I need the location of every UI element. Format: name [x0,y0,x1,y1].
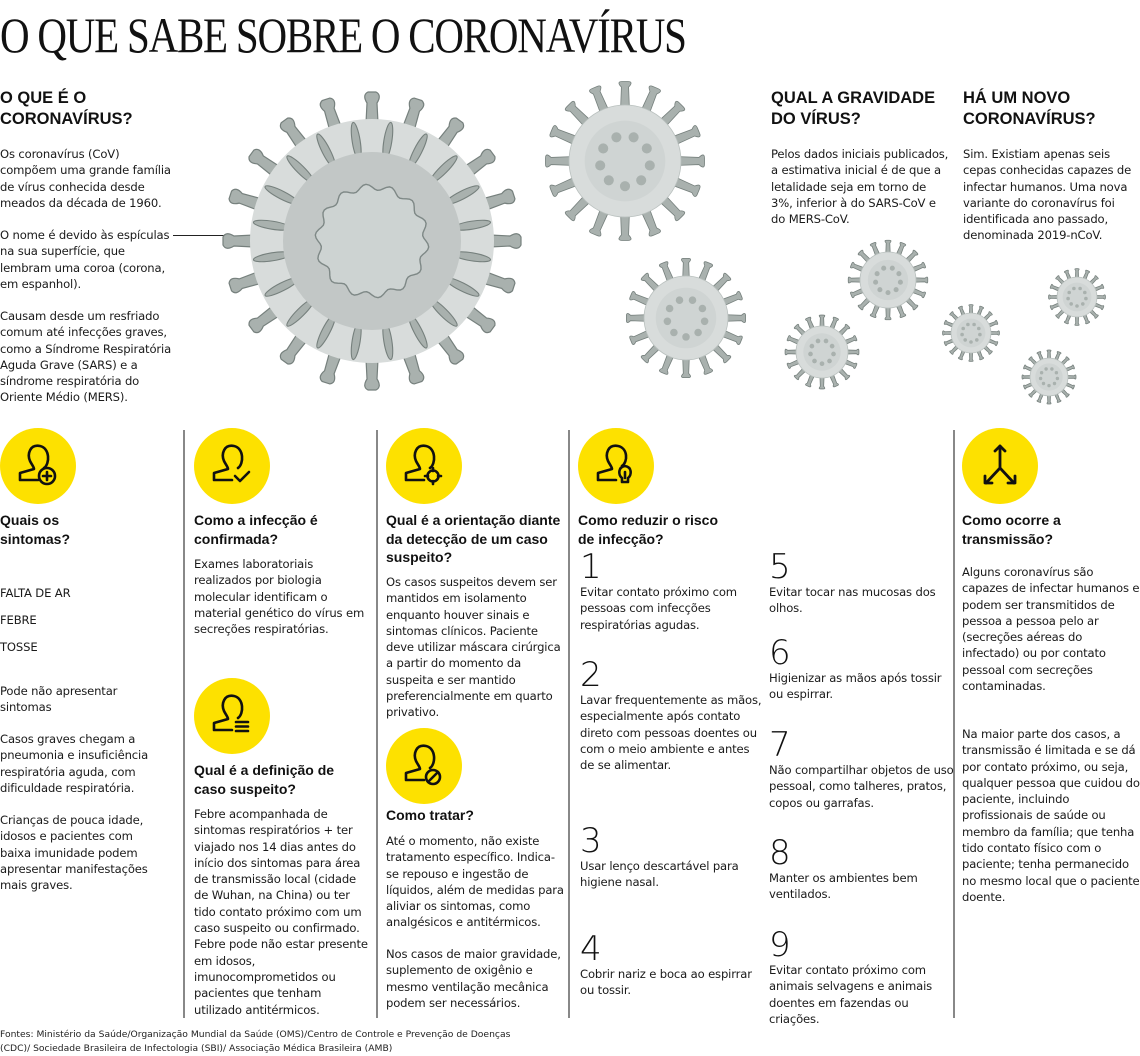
sources-footnote: Fontes: Ministério da Saúde/Organização Mundial da Saúde (OMS)/Centro de Controle e Prevenção de Doenças (CDC)/ Sociedade Brasileira de Infectologia (SBI)/ Associação Médica Brasileira (AMB) [0,1029,511,1054]
symptom-item: FALTA DE AR [0,586,71,600]
intro-heading-line: O QUE É O [0,89,87,107]
symptom-item: TOSSE [0,640,38,654]
gravity-text: Pelos dados iniciais publicados, a estimativa inicial é de que a letalidade seja em torno de 3%, inferior à do SARS-CoV e do MERS-CoV. [771,147,949,227]
person-plus-icon [0,428,76,504]
virus-dot [975,338,979,342]
virus-dot [676,296,684,304]
pointer-line [173,235,229,236]
virus-dot [1066,297,1070,301]
virus-dot [977,327,981,331]
tip-number: 8 [769,833,791,873]
tip-number: 2 [580,655,602,695]
tip-item [580,929,765,999]
virus-dot [636,175,646,185]
tip-number: 6 [769,633,791,673]
confirmed-text: Exames laboratoriais realizados por biologia molecular identificam o material genético do vírus em secreções respiratórias. [194,557,365,637]
virus-dot [875,271,880,276]
symptoms-paragraph: Pode não apresentar sintomas [0,684,118,715]
tip-text: Cobrir nariz e boca ao espirrar ou tossir. [580,967,752,998]
virus-dot [812,359,817,364]
virus-dot [642,143,652,153]
confirmed-heading: Como a infecção é confirmada? [194,512,318,547]
treatment-heading: Como tratar? [386,807,474,823]
person-list-icon [194,678,270,754]
virus-dot [1040,371,1043,374]
virus-dot [978,333,982,337]
symptom-item: FEBRE [0,613,37,627]
virus-dot [694,329,702,337]
tip-number: 1 [580,547,602,587]
virus-dot [1039,377,1042,380]
transmission-paragraph: Alguns coronavírus são capazes de infectar humanos e podem ser transmitidos de pessoa a pessoa pelo ar (secreções aéreas do infectado) ou por contato pessoal com secreções contaminadas. [962,565,1140,694]
gravity-heading-line: DO VÍRUS? [771,110,861,128]
gravity-heading [771,88,961,130]
virus-dot [1081,302,1085,306]
new-virus-heading-line: HÁ UM NOVO [963,89,1071,107]
column-divider [183,430,185,1018]
virus-dot [1083,291,1087,295]
tip-number: 4 [580,929,602,969]
intro-paragraph: O nome é devido às espículas na sua superfície, que lembram uma coroa (corona, em espanhol). [0,228,170,291]
person-target-icon [386,428,462,504]
virus-illustration-small [1020,348,1078,406]
reduce-risk-heading: Como reduzir o risco de infecção? [578,512,719,547]
gravity-heading-line: QUAL A GRAVIDADE [771,89,936,107]
virus-dot [1055,371,1058,374]
orientation-heading: Qual é a orientação diante da detecção de um caso suspeito? [386,512,561,565]
person-forbidden-icon [386,728,462,804]
virus-dot [629,132,639,142]
virus-dot [966,323,970,327]
virus-dot [969,340,973,344]
virus-dot [810,344,815,349]
orientation-text: Os casos suspeitos devem ser mantidos em isolamento enquanto houver sinais e sintomas clínicos. Paciente deve utilizar máscara cirúrgica a partir do momento da suspeita e ser mantido preferencialmente em quarto privativo. [386,575,561,720]
new-virus-heading-line: CORONAVÍRUS? [963,110,1096,128]
spike [365,92,380,123]
virus-dot [963,338,967,342]
column-divider [376,430,378,1018]
virus-dot [824,339,829,344]
virus-dot [1067,291,1071,295]
tip-item [580,655,765,773]
symptoms-paragraph: Casos graves chegam a pneumonia e insuficiência respiratória aguda, com dificuldade respiratória. [0,732,149,795]
spike [223,234,254,249]
tip-item [580,821,765,891]
tip-item [769,725,954,811]
tip-item [769,633,954,703]
virus-dot [1042,382,1045,385]
tip-text: Manter os ambientes bem ventilados. [769,871,918,902]
virus-dot [890,266,895,271]
virus-dot [960,333,964,337]
virus-illustration-small [540,76,710,246]
virus-dot [896,271,901,276]
intro-paragraph: Os coronavírus (CoV) compõem uma grande família de vírus conhecida desde meados da década de 1960. [0,147,171,210]
virus-dot [808,352,813,357]
virus-dot [1047,384,1050,387]
new-virus-heading [963,88,1138,130]
person-check-icon [194,428,270,504]
virus-dot [894,287,899,292]
virus-illustration-small [846,238,930,322]
branching-arrows-icon [962,428,1038,504]
tip-text: Higienizar as mãos após tossir ou espirrar. [769,671,942,702]
column-divider [568,430,570,1018]
virus-dot [1069,302,1073,306]
spike [365,359,380,390]
virus-dot [816,339,821,344]
virus-dot [877,287,882,292]
virus-dot [1078,287,1082,291]
tip-item [580,547,765,633]
virus-dot [1053,382,1056,385]
virus-illustration-small [940,302,1002,364]
virus-dot [885,290,890,295]
virus-dot [664,318,672,326]
virus-dot [873,280,878,285]
virus-illustration-small [1046,266,1108,328]
virus-dot [961,327,965,331]
tip-text: Evitar contato próximo com pessoas com infecções respiratórias agudas. [580,585,737,632]
virus-dot [620,181,630,191]
virus-dot [645,160,655,170]
intro-paragraph: Causam desde um resfriado comum até infecções graves, como a Síndrome Respiratória Aguda Grave (SARS) e a síndrome respiratória do Oriente Médio (MERS). [0,309,172,405]
virus-dot [830,344,835,349]
tip-number: 3 [580,821,602,861]
tip-number: 9 [769,925,791,965]
virus-dot [827,359,832,364]
symptoms-heading: Quais os sintomas? [0,512,71,547]
virus-dot [701,318,709,326]
virus-dot [1044,367,1047,370]
virus-dot [595,160,605,170]
tip-text: Lavar frequentemente as mãos, especialmente após contato direto com pessoas doentes ou com o meio ambiente e antes de se alimentar. [580,693,762,773]
virus-dot [831,352,836,357]
intro-heading-line: CORONAVÍRUS? [0,110,133,128]
virus-dot [689,296,697,304]
virus-dot [881,266,886,271]
virus-dot [1084,297,1088,301]
virus-dot [820,361,825,366]
virus-dot [972,323,976,327]
virus-dot [682,333,690,341]
page-title: O QUE SABE SOBRE O CORONAVÍRUS [0,7,686,63]
symptoms-paragraph: Crianças de pouca idade, idosos e pacientes com baixa imunidade podem apresentar manifestações mais graves. [0,813,148,893]
transmission-paragraph: Na maior parte dos casos, a transmissão é limitada e se dá por contato próximo, ou seja, qualquer pessoa que cuidou do paciente, incluindo profissionais de saúde ou membro da família; que tenha tido contato físico com o paciente; tenha permanecido no mesmo local que o paciente doente. [962,727,1140,904]
virus-dot [598,143,608,153]
tip-item [769,833,954,903]
virus-dot [1072,287,1076,291]
virus-dot [611,132,621,142]
tip-text: Usar lenço descartável para higiene nasal. [580,859,739,890]
tip-number: 7 [769,725,791,765]
treatment-paragraph: Nos casos de maior gravidade, suplemento de oxigênio e mesmo ventilação mecânica podem ser necessários. [386,947,561,1010]
virus-dot [666,305,674,313]
virus-dot [1056,377,1059,380]
new-virus-text: Sim. Existiam apenas seis cepas conhecidas capazes de infectar humanos. Uma nova variante do coronavírus foi identificada ano passado, denominada 2019-nCoV. [963,147,1132,243]
tip-number: 5 [769,547,791,587]
virus-illustration-small [782,312,862,392]
tip-text: Não compartilhar objetos de uso pessoal, como talheres, pratos, copos ou garrafas. [769,763,954,810]
tip-text: Evitar tocar nas mucosas dos olhos. [769,585,936,616]
virus-dot [604,175,614,185]
suspect-def-heading: Qual é a definição de caso suspeito? [194,762,335,797]
intro-heading [0,88,180,130]
tip-item [769,925,954,1027]
coronavirus-illustration [222,88,522,394]
treatment-paragraph: Até o momento, não existe tratamento específico. Indica-se repouso e ingestão de líquidos, além de medidas para aliviar os sintomas, como analgésicos e antitérmicos. [386,834,564,930]
virus-dot [1075,304,1079,308]
suspect-def-text: Febre acompanhada de sintomas respiratórios + ter viajado nos 14 dias antes do início dos sintomas para área de transmissão local (cidade de Wuhan, na China) ou ter tido contato próximo com um caso suspeito ou confirmado. Febre pode não estar presente em idosos, imunocomprometidos ou pacientes que tenham utilizado antitérmicos. [194,807,368,1017]
virus-dot [898,280,903,285]
virus-dot [699,305,707,313]
tip-item [769,547,954,617]
transmission-heading: Como ocorre a transmissão? [962,512,1061,547]
person-bulb-icon [578,428,654,504]
virus-illustration-small [626,258,746,378]
tip-text: Evitar contato próximo com animais selvagens e animais doentes em fazendas ou criações. [769,963,933,1026]
virus-dot [670,329,678,337]
spike [490,234,521,249]
virus-dot [1050,367,1053,370]
